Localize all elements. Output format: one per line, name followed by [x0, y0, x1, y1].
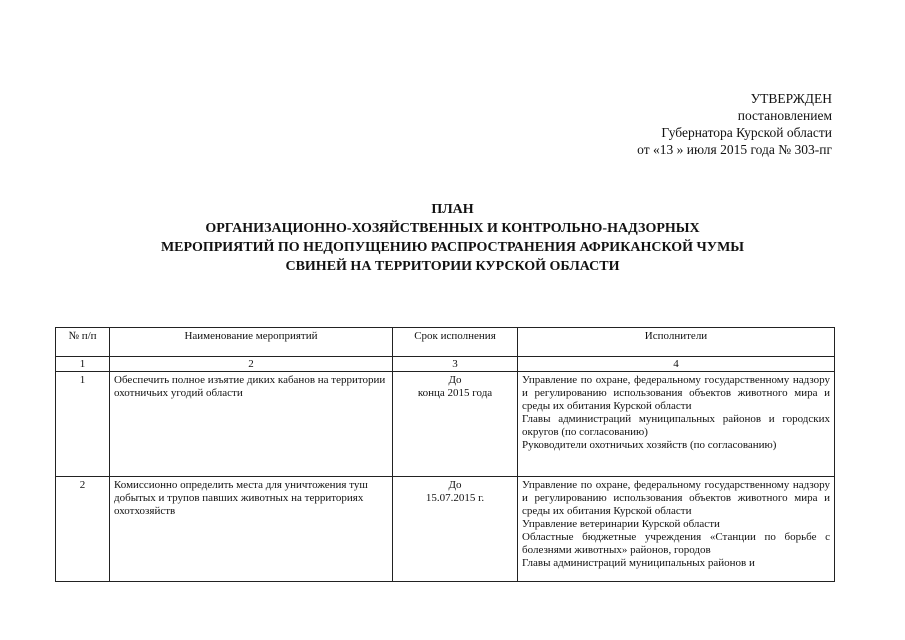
- document-title: [0, 200, 905, 276]
- header-cell-term: Срок исполнения: [393, 328, 518, 357]
- executor-entry: Областные бюджетные учреждения «Станции по борьбе с болезнями животных» районов, городов: [522, 531, 830, 556]
- header-cell-executors: Исполнители: [518, 328, 835, 357]
- executor-entry: Управление ветеринарии Курской области: [522, 518, 720, 530]
- term-line: 15.07.2015 г.: [425, 492, 485, 504]
- term-line: До: [448, 374, 462, 386]
- row-measure-name: Обеспечить полное изъятие диких кабанов на территории охотничьих угодий области: [110, 372, 393, 477]
- approval-line: УТВЕРЖДЕН: [750, 91, 832, 106]
- row-executors: [518, 372, 835, 477]
- approval-line: постановлением: [737, 108, 832, 123]
- row-number: 2: [56, 477, 110, 582]
- approval-line: от «13 » июля 2015 года № 303-пг: [637, 142, 832, 157]
- plan-table: [55, 327, 835, 582]
- title-line: ПЛАН: [431, 202, 474, 217]
- executor-entry: Управление по охране, федеральному государственному надзору и регулированию использования объектов животного мира и среды их обитания Курской области: [522, 374, 830, 412]
- table-header-row: [56, 328, 835, 357]
- column-number: 1: [56, 357, 110, 372]
- executor-entry: Главы администраций муниципальных районов и городских округов (по согласованию): [522, 413, 830, 438]
- header-cell-number: № п/п: [56, 328, 110, 357]
- column-number: 3: [393, 357, 518, 372]
- column-number: 4: [518, 357, 835, 372]
- term-line: До: [448, 479, 462, 491]
- title-line: СВИНЕЙ НА ТЕРРИТОРИИ КУРСКОЙ ОБЛАСТИ: [285, 259, 620, 274]
- row-number: 1: [56, 372, 110, 477]
- title-line: ОРГАНИЗАЦИОННО-ХОЗЯЙСТВЕННЫХ И КОНТРОЛЬНО-НАДЗОРНЫХ: [205, 221, 700, 236]
- table-row: [56, 372, 835, 477]
- header-cell-name: Наименование мероприятий: [110, 328, 393, 357]
- term-line: конца 2015 года: [417, 387, 493, 399]
- row-executors: [518, 477, 835, 582]
- approval-line: Губернатора Курской области: [661, 125, 832, 140]
- row-term: [393, 477, 518, 582]
- approval-stamp: [637, 90, 832, 158]
- column-number: 2: [110, 357, 393, 372]
- executor-entry: Главы администраций муниципальных районов и: [522, 557, 755, 569]
- row-term: [393, 372, 518, 477]
- table-row: [56, 477, 835, 582]
- title-line: МЕРОПРИЯТИЙ ПО НЕДОПУЩЕНИЮ РАСПРОСТРАНЕНИЯ АФРИКАНСКОЙ ЧУМЫ: [160, 240, 745, 255]
- column-number-row: [56, 357, 835, 372]
- executor-entry: Управление по охране, федеральному государственному надзору и регулированию использования объектов животного мира и среды их обитания Курской области: [522, 479, 830, 517]
- row-measure-name: Комиссионно определить места для уничтожения туш добытых и трупов павших животных на территориях охотхозяйств: [110, 477, 393, 582]
- executor-entry: Руководители охотничьих хозяйств (по согласованию): [522, 439, 777, 451]
